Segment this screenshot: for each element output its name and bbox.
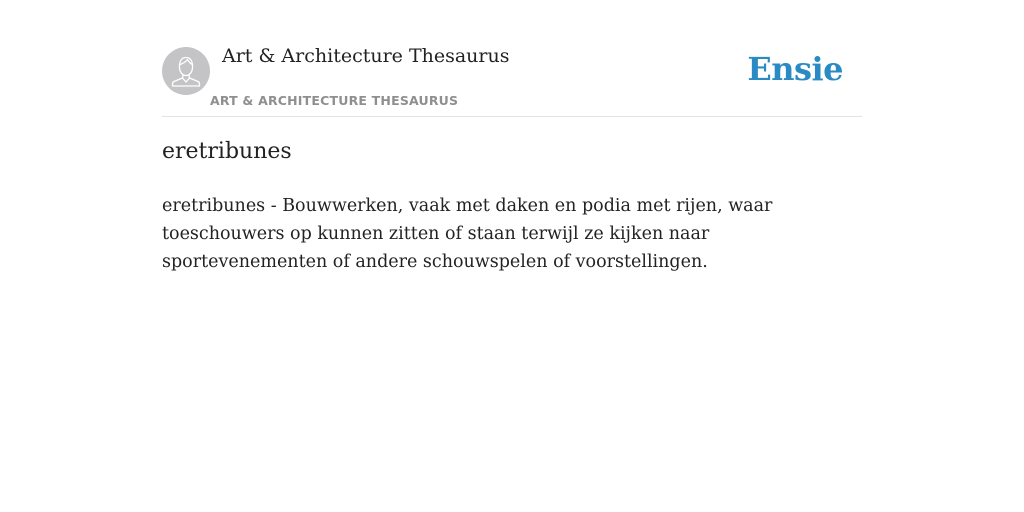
source-subtitle: ART & ARCHITECTURE THESAURUS — [210, 93, 459, 108]
entry-term: eretribunes — [162, 139, 292, 164]
avatar[interactable] — [162, 47, 210, 95]
user-silhouette-icon — [162, 47, 210, 95]
ensie-logo[interactable]: Ensie — [747, 50, 843, 88]
entry-definition: eretribunes - Bouwwerken, vaak met daken en podia met rijen, waar toeschouwers op kunnen zitten of staan terwijl ze kijken naar sportevenementen of andere schouwspelen of voorstellingen. — [162, 196, 773, 272]
source-title-link[interactable]: Art & Architecture Thesaurus — [222, 45, 510, 67]
source-header — [162, 40, 862, 117]
